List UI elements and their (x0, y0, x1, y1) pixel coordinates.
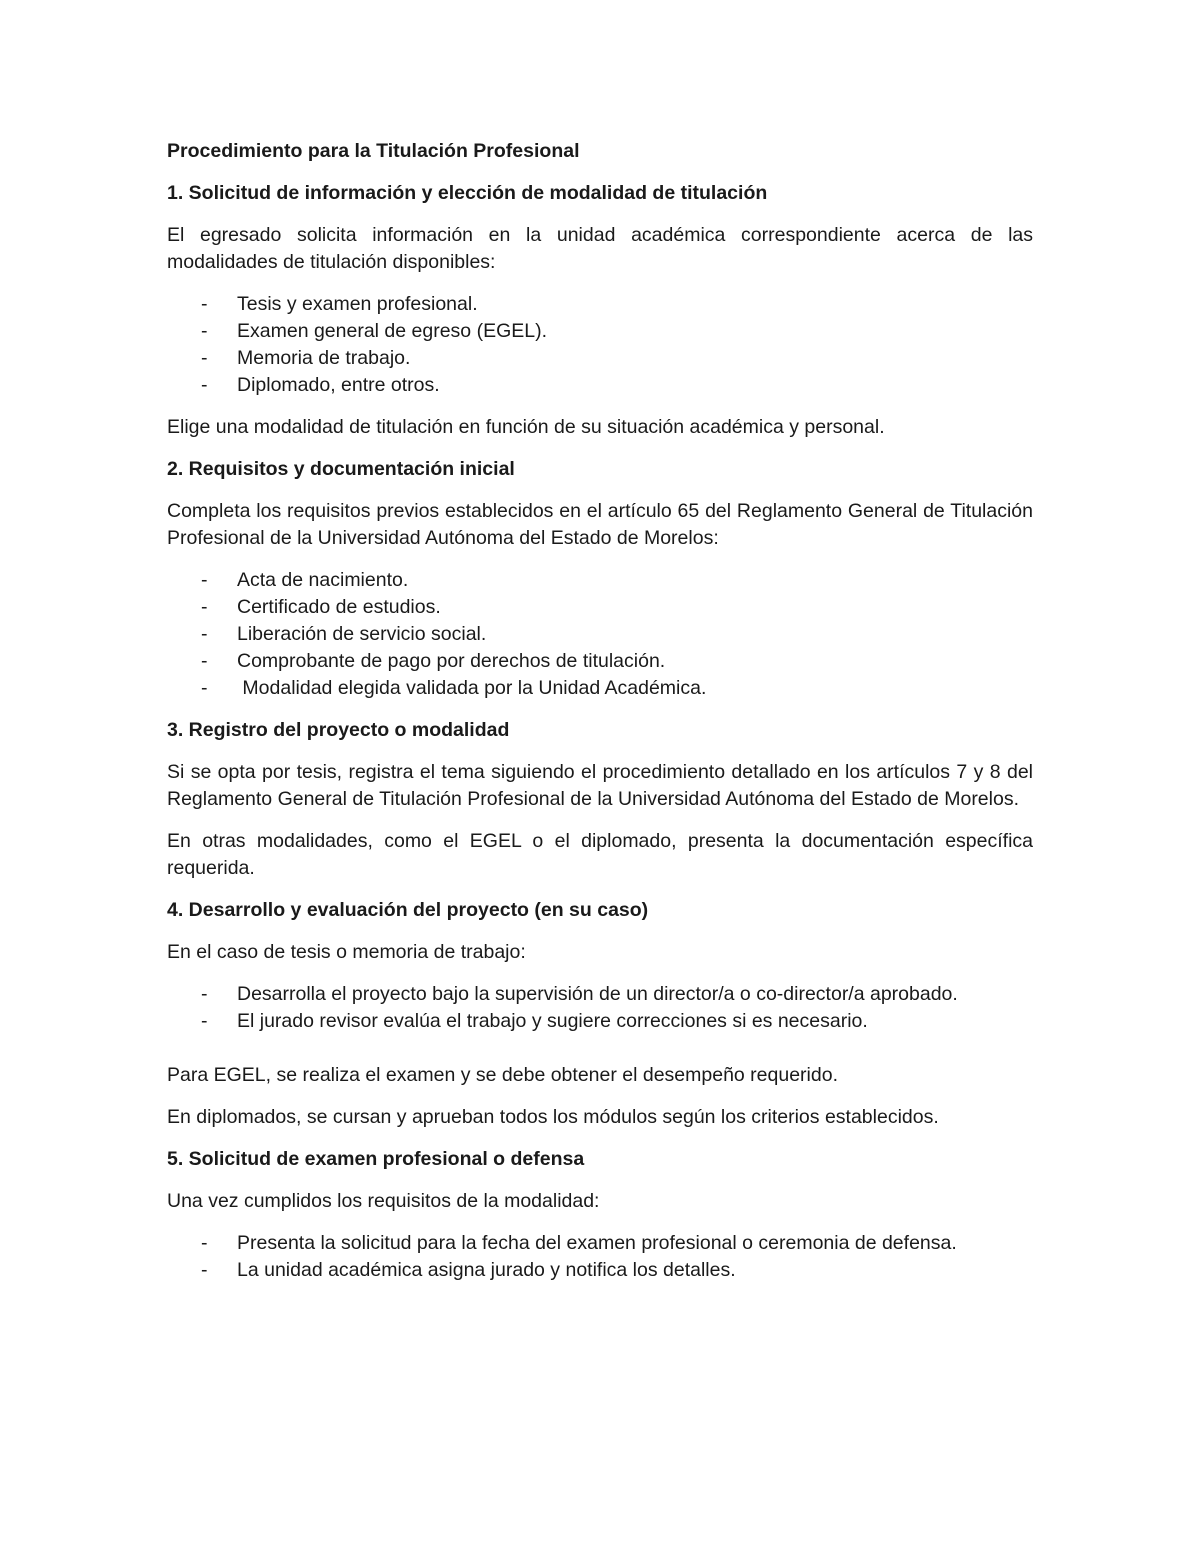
section-1-list (167, 291, 1033, 399)
list-item: - Presenta la solicitud para la fecha del examen profesional o ceremonia de defensa. (167, 1230, 1033, 1257)
section-1-heading: 1. Solicitud de información y elección de modalidad de titulación (167, 182, 768, 204)
bullet-dash: - (201, 1232, 208, 1254)
section-5-paragraph: Una vez cumplidos los requisitos de la modalidad: (167, 1190, 600, 1212)
list-item: - Desarrolla el proyecto bajo la supervisión de un director/a o co-director/a aprobado. (167, 981, 1033, 1008)
section-5-list (167, 1230, 1033, 1284)
section-4-paragraph-2: Para EGEL, se realiza el examen y se debe obtener el desempeño requerido. (167, 1064, 838, 1086)
section-3-paragraph-2: En otras modalidades, como el EGEL o el diplomado, presenta la documentación específica requerida. (167, 830, 1033, 879)
section-1-paragraph: El egresado solicita información en la unidad académica correspondiente acerca de las modalidades de titulación disponibles: (167, 224, 1033, 273)
bullet-dash: - (201, 1259, 208, 1281)
list-item: - Certificado de estudios. (167, 594, 1033, 621)
section-2-paragraph: Completa los requisitos previos establecidos en el artículo 65 del Reglamento General de Titulación Profesional de la Universidad Autónoma del Estado de Morelos: (167, 500, 1033, 549)
section-4-heading: 4. Desarrollo y evaluación del proyecto (en su caso) (167, 899, 649, 921)
bullet-dash: - (201, 983, 208, 1005)
bullet-dash: - (201, 623, 208, 645)
section-4-list (167, 981, 1033, 1035)
bullet-dash: - (201, 677, 208, 699)
section-4-paragraph-3: En diplomados, se cursan y aprueban todos los módulos según los criterios establecidos. (167, 1106, 939, 1128)
list-item: - Comprobante de pago por derechos de titulación. (167, 648, 1033, 675)
document-page (167, 138, 1033, 1299)
list-item: - Liberación de servicio social. (167, 621, 1033, 648)
section-4-paragraph: En el caso de tesis o memoria de trabajo: (167, 941, 526, 963)
section-3-paragraph: Si se opta por tesis, registra el tema siguiendo el procedimiento detallado en los artículos 7 y 8 del Reglamento General de Titulación Profesional de la Universidad Autónoma del Estado de Morelos. (167, 761, 1033, 810)
section-3-heading: 3. Registro del proyecto o modalidad (167, 719, 510, 741)
list-item: - Memoria de trabajo. (167, 345, 1033, 372)
list-item: - Diplomado, entre otros. (167, 372, 1033, 399)
document-title: Procedimiento para la Titulación Profesional (167, 140, 580, 162)
list-item: - Acta de nacimiento. (167, 567, 1033, 594)
bullet-dash: - (201, 374, 208, 396)
bullet-dash: - (201, 1010, 208, 1032)
list-item: - Tesis y examen profesional. (167, 291, 1033, 318)
section-2-list (167, 567, 1033, 702)
section-5-heading: 5. Solicitud de examen profesional o defensa (167, 1148, 585, 1170)
bullet-dash: - (201, 569, 208, 591)
list-item: - Examen general de egreso (EGEL). (167, 318, 1033, 345)
section-2-heading: 2. Requisitos y documentación inicial (167, 458, 515, 480)
bullet-dash: - (201, 293, 208, 315)
list-item: - Modalidad elegida validada por la Unidad Académica. (167, 675, 1033, 702)
list-item: - El jurado revisor evalúa el trabajo y sugiere correcciones si es necesario. (167, 1008, 1033, 1035)
bullet-dash: - (201, 347, 208, 369)
blank-line (167, 1035, 1033, 1062)
bullet-dash: - (201, 596, 208, 618)
bullet-dash: - (201, 320, 208, 342)
list-item: - La unidad académica asigna jurado y notifica los detalles. (167, 1257, 1033, 1284)
section-1-paragraph-2: Elige una modalidad de titulación en función de su situación académica y personal. (167, 416, 885, 438)
bullet-dash: - (201, 650, 208, 672)
